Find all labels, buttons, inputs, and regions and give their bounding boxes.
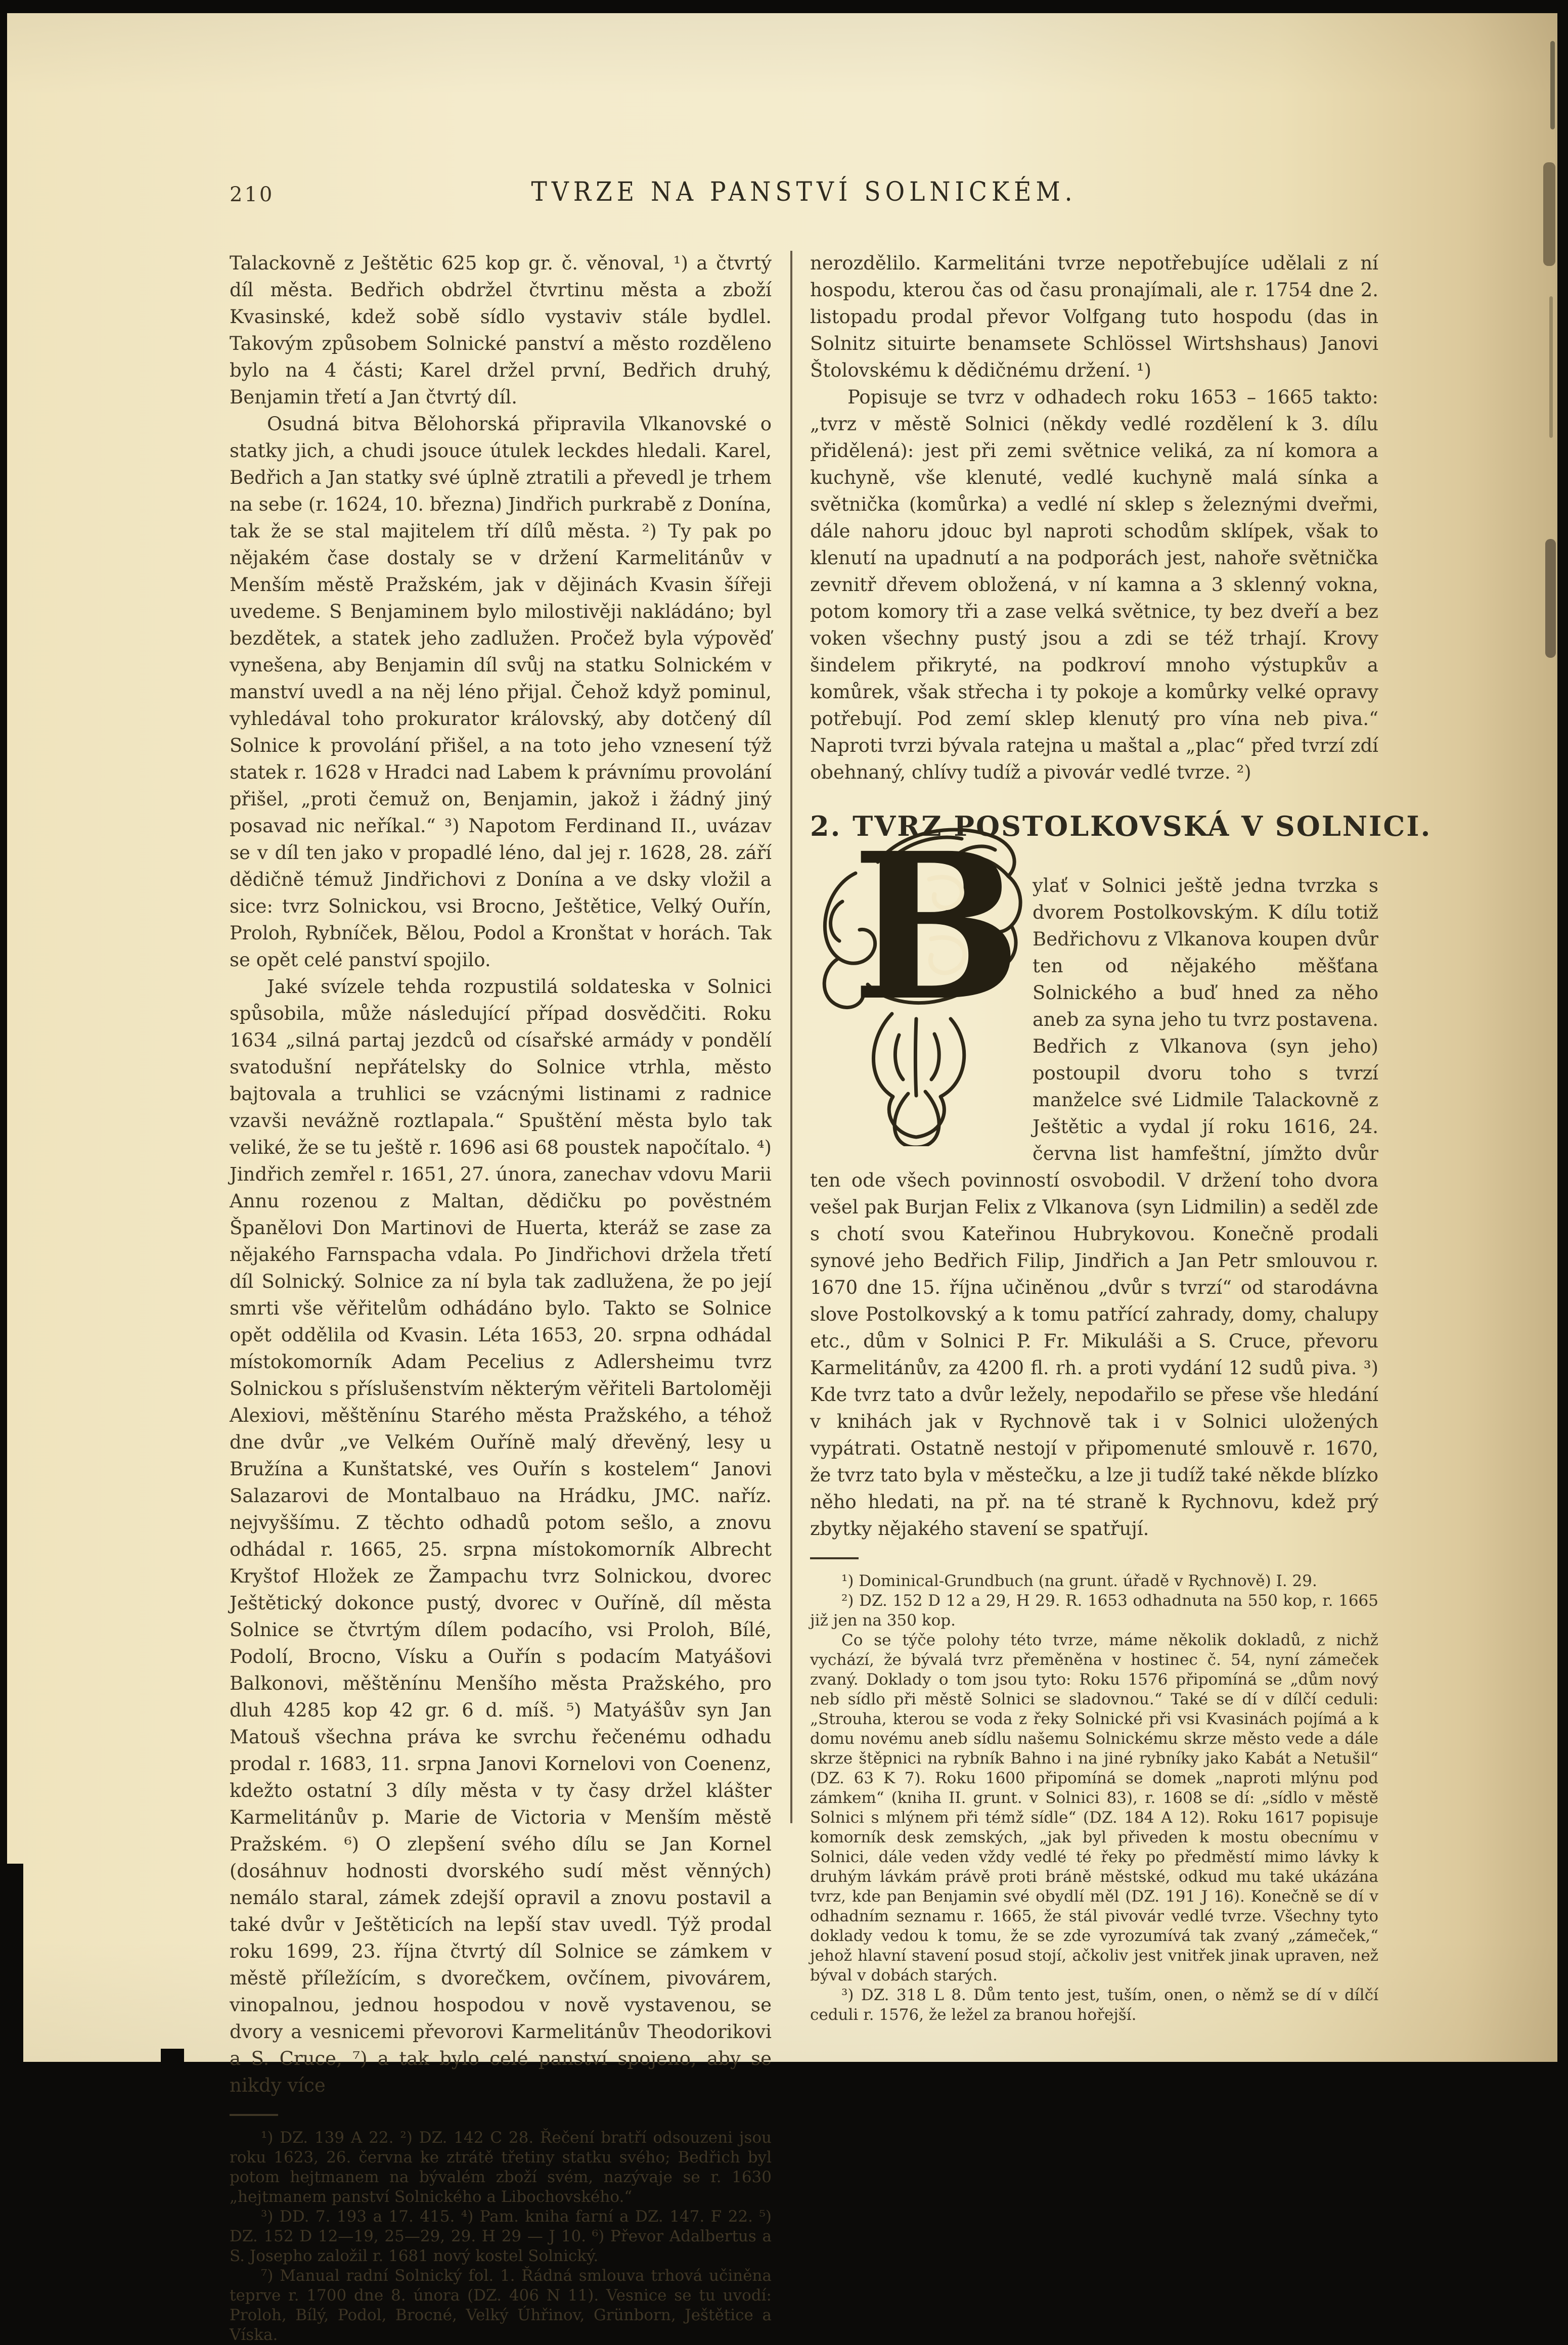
right-paragraph-2: Popisuje se tvrz v odhadech roku 1653 – 1665 takto: „tvrz v městě Solnici (někdy vedlé rozdělení k 3. dílu přidělená): jest při zemi světnice veliká, za ní komora a kuchyně, vše klenuté, vedlé kuchyně malá sínka a světnička (komůrka) a vedlé ní sklep s železnými dveřmi, dále nahoru jdouc byl naproti schodům sklípek, však to klenutí na upadnutí a na podporách jest, nahoře světnička zevnitř dřevem obložená, v ní kamna a 3 sklenný vokna, potom komory tři a zase velká světnice, ty bez dveří a bez voken všechny pustý jsou a zdi se též trhají. Krovy šindelem přikryté, na podkroví mnoho výstupkův a komůrek, však střecha i ty pokoje a komůrky velké opravy potřebují. Pod zemí sklep klenutý pro vína neb piva.“ Naproti tvrzi bývala ratejna u maštal a „plac“ před tvrzí zdí obehnaný, chlívy tudíž a pivovár vedlé tvrze. ²) (810, 386, 1378, 783)
right-footnotes (810, 1571, 1378, 2025)
left-footnote-2: ³) DD. 7. 193 a 17. 415. ⁴) Pam. kniha farní a DZ. 147. F 22. ⁵) DZ. 152 D 12—19, 25—29, 29. H 29 — J 10. ⁶) Převor Adalbertus a S. Josepho založil r. 1681 nový kostel Solnický. (230, 2207, 772, 2265)
left-paragraph-2: Osudná bitva Bělohorská připravila Vlkanovské o statky jich, a chudi jsouce útulek leckdes hledali. Karel, Bedřich a Jan statky své úplně ztratili a převedl je trhem na sebe (r. 1624, 10. března) Jindřich purkrabě z Donína, tak že se stal majitelem tří dílů města. ²) Ty pak po nějakém čase dostaly se v držení Karmelitánův v Menším městě Pražském, jak v dějinách Kvasin šířeji uvedeme. S Benjaminem bylo milostivěji nakládáno; byl bezdětek, a statek jeho zadlužen. Pročež byla výpověď vynešena, aby Benjamin díl svůj na statku Solnickém v manství uvedl a na něj léno přijal. Čehož když pominul, vyhledával toho prokurator královský, aby dotčený díl Solnice k provolání přišel, a na toto jeho vznesení týž statek r. 1628 v Hradci nad Labem k právnímu provolání přišel, „proti čemuž on, Benjamin, jakož i žádný jiný posavad nic neříkal.“ ³) Napotom Ferdinand II., uvázav se v díl ten jako v propadlé léno, dal jej r. 1628, 28. září dědičně témuž Jindřichovi z Donína a ve dsky vložil a sice: tvrz Solnickou, vsi Brocno, Ještětice, Velký Ouřín, Proloh, Rybníček, Bělou, Podol a Kronštat v horách. Tak se opět celé panství spojilo. (230, 413, 772, 971)
scan-artifact-smudge-upper (1543, 162, 1555, 266)
right-paragraph-1: nerozdělilo. Karmelitáni tvrze nepotřebujíce udělali z ní hospodu, kterou čas od času pronajímali, ale r. 1754 dne 2. listopadu prodal převor Volfgang tuto hospodu (das in Solnitz situirte benamsete Schlössel Wirtshshaus) Janovi Štolovskému k dědičnému držení. ¹) (810, 252, 1378, 381)
left-column (230, 250, 772, 2345)
right-footnote-2: ²) DZ. 152 D 12 a 29, H 29. R. 1653 odhadnuta na 550 kop, r. 1665 již jen na 350 kop. (810, 1592, 1378, 1630)
scan-artifact-edge-line (1550, 41, 1555, 129)
right-column (810, 250, 1432, 2025)
initial-paragraph-text: ylať v Solnici ještě jedna tvrzka s dvorem Postolkovským. K dílu totiž Bedřichovu z Vlkanova koupen dvůr ten od nějakého měšťana Solnického a buď hned za něho aneb za syna jeho tu tvrz postavena. Bedřich z Vlkanova (syn jeho) postoupil dvoru toho s tvrzí manželce své Lidmile Talackovně z Ještětic a vydal jí roku 1616, 24. června list hamfeštní, jímžto dvůr ten ode všech povinností osvobodil. V držení toho dvora vešel pak Burjan Felix z Vlkanova (syn Lidmilin) a seděl zde s chotí svou Kateřinou Hubrykovou. Konečně prodali synové jeho Bedřich Filip, Jindřich a Jan Petr smlouvou r. 1670 dne 15. října učiněnou „dvůr s tvrzí“ od starodávna slove Postolkovský a k tomu patřící zahrady, domy, chalupy etc., dům v Solnici P. Fr. Mikuláši a S. Cruce, převoru Karmelitánův, za 4200 fl. rh. a proti vydání 12 sudů piva. ³) Kde tvrz tato a dvůr ležely, nepodařilo se přese vše hledání v knihách jak v Rychnově tak i v Solnici uložených vypátrati. Ostatně nestojí v připomenuté smlouvě r. 1670, že tvrz tato byla v městečku, a lze ji tudíž také někde blízko něho hledati, na př. na té straně k Rychnovu, kdež prý zbytky nějakého stavení se spatřují. (810, 875, 1378, 1540)
scan-black-corner (0, 1864, 23, 2086)
scan-artifact-edge-shadow (1549, 296, 1553, 438)
right-footnote-2-continuation: Co se týče polohy této tvrze, máme několik dokladů, z nichž vychází, že bývalá tvrz přeměněna v hostinec č. 54, nyní zámeček zvaný. Doklady o tom jsou tyto: Roku 1576 připomíná se „dům nový neb sídlo při městě Solnici se sladovnou.“ Také se dí v dílčí ceduli: „Strouha, kterou se voda z řeky Solnické při vsi Kvasinách pojímá a k domu novému aneb sídlu našemu Solnickému skrze město vede a dále skrze štěpnici na rybník Bahno i na jiné rybníky jako Kabát a Netušil“ (DZ. 63 K 7). Roku 1600 připomíná se domek „naproti mlýnu pod zámkem“ (kniha II. grunt. v Solnici 83), r. 1608 se dí: „sídlo v městě Solnici s mlýnem při témž sídle“ (DZ. 184 A 12). Roku 1617 popisuje komorník desk zemských, „jak byl přiveden k mostu obecnímu v Solnici, dále veden vždy vedlé té řeky po předměstí mimo lávky k druhým lávkám právě proti bráně městské, odkud mu také ukázána tvrz, kde pan Benjamin své obydlí měl (DZ. 191 J 16). Konečně se dí v odhadním seznamu r. 1665, že stál pivovár vedlé tvrze. Všechny tyto doklady vedou k tomu, že se zde vyrozumívá tak zvaný „zámeček,“ jehož hlavní stavení posud stojí, ačkoliv jest vnitřek jinak upraven, než býval v dobách starých. (810, 1631, 1378, 1985)
footnote-rule-right (810, 1557, 859, 1559)
left-paragraph-1: Talackovně z Ještětic 625 kop gr. č. věnoval, ¹) a čtvrtý díl města. Bedřich obdržel čtvrtinu města a zboží Kvasinské, kdež sobě sídlo vystaviv stále bydlel. Takovým způsobem Solnické panství a město rozděleno bylo na 4 části; Karel držel první, Bedřich druhý, Benjamin třetí a Jan čtvrtý díl. (230, 252, 772, 408)
column-divider-rule (790, 251, 792, 1823)
running-head: TVRZE NA PANSTVÍ SOLNICKÉM. (531, 176, 1077, 208)
left-footnote-3: ⁷) Manual radní Solnický fol. 1. Řádná smlouva trhová učiněna teprve r. 1700 dne 8. února (DZ. 406 N 11). Vesnice se tu uvodí: Proloh, Bílý, Podol, Brocné, Velký Úhřinov, Grünborn, Ještětice a Víska. (230, 2267, 772, 2344)
footnote-rule-left (230, 2114, 278, 2116)
scan-black-notch (161, 2049, 184, 2064)
right-footnote-3: ³) DZ. 318 L 8. Dům tento jest, tuším, onen, o němž se dí v dílčí ceduli r. 1576, že ležel za branou hořejší. (810, 1986, 1378, 2024)
left-footnote-1: ¹) DZ. 139 A 22. ²) DZ. 142 C 28. Řečení bratří odsouzeni jsou roku 1623, 26. června ke ztrátě třetiny statku svého; Bedřich byl potom hejtmanem na bývalém zboží svém, nazývaje se r. 1630 „hejtmanem panství Solnického a Libochovského.“ (230, 2129, 772, 2206)
page-number: 210 (230, 183, 275, 206)
book-page-scan (7, 13, 1557, 2344)
left-paragraph-3: Jaké svízele tehda rozpustilá soldateska v Solnici spůsobila, může následující případ dosvědčiti. Roku 1634 „silná partaj jezdců od císařské armády v pondělí svatodušní nepřátelsky do Solnice vtrhla, město bajtovala a truhlici se vzácnými listinami z radnice vzavši nevážně roztlapala.“ Spuštění města bylo tak veliké, že se tu ještě r. 1696 asi 68 poustek napočítalo. ⁴) Jindřich zemřel r. 1651, 27. února, zanechav vdovu Marii Annu rozenou z Maltan, dědičku po pověstném Španělovi Don Martinovi de Huerta, kteráž se zase za nějakého Farnspacha vdala. Po Jindřichovi držela třetí díl Solnický. Solnice za ní byla tak zadlužena, že po její smrti vše věřitelům odhádáno bylo. Takto se Solnice opět oddělila od Kvasin. Léta 1653, 20. srpna odhádal místokomorník Adam Pecelius z Adlersheimu tvrz Solnickou s příslušenstvím některým věřiteli Bartoloměji Alexiovi, měštěnínu Starého města Pražského, a téhož dne dvůr „ve Velkém Ouříně malý dřevěný, lesy u Bružína a Kunštatské, ves Ouřín s kostelem“ Janovi Salazarovi de Montalbauo na Hrádku, JMC. naříz. nejvyššímu. Z těchto odhadů potom sešlo, a znovu odhádal r. 1665, 25. srpna místokomorník Albrecht Kryštof Hložek ze Žampachu tvrz Solnickou, dvorec Ještětický dokonce pustý, dvorec v Ouříně, díl města Solnice se čtvrtým dílem podacího, vsi Proloh, Bílé, Podolí, Brocno, Vísku a Ouřín s podacím Matyášovi Balkonovi, měštěnínu Menšího města Pražského, pro dluh 4285 kop 42 gr. 6 d. míš. ⁵) Matyášův syn Jan Matouš všechna práva ke svrchu řečenému odhadu prodal r. 1683, 11. srpna Janovi Kornelovi von Coenenz, kdežto ostatní 3 díly města v ty časy držel klášter Karmelitánův p. Marie de Victoria v Menším městě Pražském. ⁶) O zlepšení svého dílu se Jan Kornel (dosáhnuv hodnosti dvorského sudí měst věnných) nemálo staral, zámek zdejší opravil a znovu postavil a také dvůr v Ještěticích na lepší stav uvedl. Týž prodal roku 1699, 23. října čtvrtý díl Solnice se zámkem v městě příležícím, s dvorečkem, ovčínem, pivovárem, vinopalnou, jednou hospodou v nově vystavenou, se dvory a vesnicemi převorovi Karmelitánův Theodorikovi a S. Cruce, ⁷) a tak bylo celé panství spojeno, aby se nikdy více (230, 976, 772, 2096)
drop-cap-letter: B (852, 813, 1022, 1045)
left-footnotes (230, 2128, 772, 2345)
right-footnote-1: ¹) Dominical-Grundbuch (na grunt. úřadě v Rychnově) I. 29. (841, 1572, 1317, 1590)
section-heading: 2. TVRZ POSTOLKOVSKÁ V SOLNICI. (810, 810, 1432, 842)
scan-artifact-smudge-middle (1545, 539, 1556, 658)
drop-cap-spacer (810, 872, 1033, 1143)
